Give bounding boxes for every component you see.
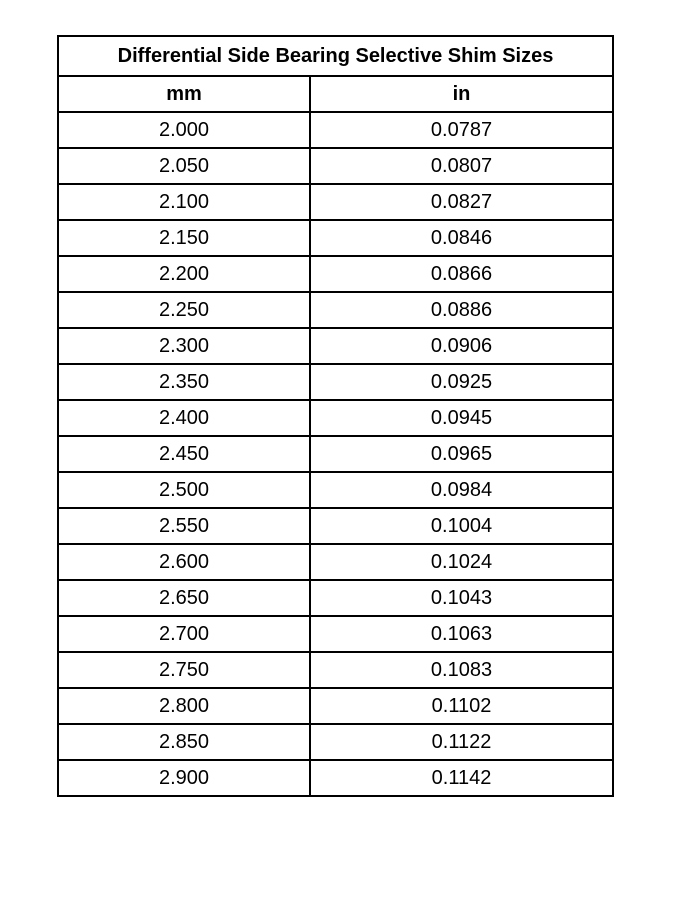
cell-in: 0.0965: [310, 436, 613, 472]
table-row: [58, 724, 613, 760]
cell-mm: 2.700: [58, 616, 310, 652]
table-row: [58, 220, 613, 256]
table-row: [58, 652, 613, 688]
cell-mm: 2.250: [58, 292, 310, 328]
table-row: [58, 760, 613, 796]
cell-in: 0.1004: [310, 508, 613, 544]
cell-in: 0.1122: [310, 724, 613, 760]
cell-mm: 2.000: [58, 112, 310, 148]
cell-mm: 2.100: [58, 184, 310, 220]
table-row: [58, 292, 613, 328]
table-row: [58, 580, 613, 616]
cell-in: 0.1102: [310, 688, 613, 724]
cell-mm: 2.050: [58, 148, 310, 184]
table-row: [58, 688, 613, 724]
table-row: [58, 544, 613, 580]
cell-in: 0.0984: [310, 472, 613, 508]
cell-in: 0.0866: [310, 256, 613, 292]
column-header-in: in: [310, 76, 613, 112]
table-title-row: [58, 36, 613, 76]
table-row: [58, 508, 613, 544]
cell-in: 0.0827: [310, 184, 613, 220]
cell-mm: 2.300: [58, 328, 310, 364]
cell-in: 0.0807: [310, 148, 613, 184]
table-row: [58, 616, 613, 652]
cell-in: 0.0945: [310, 400, 613, 436]
cell-in: 0.0787: [310, 112, 613, 148]
shim-size-table: [57, 35, 614, 797]
table-row: [58, 400, 613, 436]
cell-in: 0.1083: [310, 652, 613, 688]
column-header-mm: mm: [58, 76, 310, 112]
table-row: [58, 436, 613, 472]
cell-in: 0.0886: [310, 292, 613, 328]
table-row: [58, 472, 613, 508]
cell-in: 0.1142: [310, 760, 613, 796]
cell-mm: 2.800: [58, 688, 310, 724]
table-row: [58, 364, 613, 400]
table-row: [58, 184, 613, 220]
cell-in: 0.1024: [310, 544, 613, 580]
cell-mm: 2.550: [58, 508, 310, 544]
table-header-row: [58, 76, 613, 112]
cell-mm: 2.350: [58, 364, 310, 400]
table-title: Differential Side Bearing Selective Shim Sizes: [58, 36, 613, 76]
cell-mm: 2.850: [58, 724, 310, 760]
cell-mm: 2.450: [58, 436, 310, 472]
table-row: [58, 256, 613, 292]
cell-in: 0.1063: [310, 616, 613, 652]
cell-mm: 2.650: [58, 580, 310, 616]
cell-mm: 2.750: [58, 652, 310, 688]
cell-mm: 2.500: [58, 472, 310, 508]
cell-in: 0.0925: [310, 364, 613, 400]
cell-mm: 2.900: [58, 760, 310, 796]
cell-in: 0.0906: [310, 328, 613, 364]
cell-mm: 2.400: [58, 400, 310, 436]
table-row: [58, 328, 613, 364]
cell-mm: 2.150: [58, 220, 310, 256]
cell-mm: 2.600: [58, 544, 310, 580]
table-body: [58, 112, 613, 796]
cell-in: 0.0846: [310, 220, 613, 256]
table-row: [58, 112, 613, 148]
table-row: [58, 148, 613, 184]
cell-in: 0.1043: [310, 580, 613, 616]
cell-mm: 2.200: [58, 256, 310, 292]
